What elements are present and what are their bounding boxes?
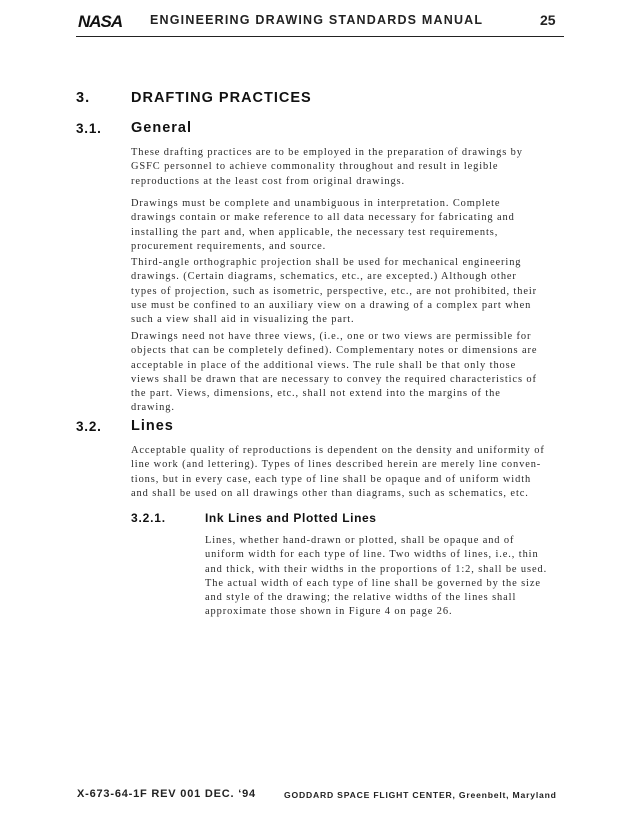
section-3-2-1-title: Ink Lines and Plotted Lines (205, 511, 377, 525)
organization-name: GODDARD SPACE FLIGHT CENTER, Greenbelt, Maryland (284, 790, 557, 800)
section-3-1-number: 3.1. (76, 121, 102, 136)
nasa-logo: NASA (78, 12, 123, 31)
section-3-1-title: General (131, 120, 192, 136)
paragraph-ink-lines: Lines, whether hand-drawn or plotted, shall be opaque and of uniform width for each type of line. Two widths of lines, i.e., thin and thick, with their widths in the proportions of 1:2, shall be used. The actual width of each type of line shall be governed by the size and style of the drawing; the relative widths of the lines shall approximate those shown in Figure 4 on page 26. (205, 535, 548, 618)
page-number: 25 (540, 12, 556, 28)
section-3-number: 3. (76, 90, 91, 106)
document-id: X-673-64-1F REV 001 DEC. ‘94 (77, 788, 256, 800)
paragraph-general-4: Drawings need not have three views, (i.e., one or two views are permissible for objects that can be completely defined). Complementary notes or dimensions are acceptable in place of the additional views. The rule shall be that only those views shall be drawn that are necessary to convey the required characteristics of the part. Views, dimensions, etc., shall not extend into the margins of the drawing. (131, 331, 538, 414)
paragraph-general-1: These drafting practices are to be employed in the preparation of drawings by GSFC personnel to achieve commonality throughout and result in legible reproductions at the least cost from original drawings. (131, 147, 523, 187)
paragraph-general-3: Third-angle orthographic projection shall be used for mechanical engineering drawings. (Certain diagrams, schematics, etc., are excepted.) Although other types of projection, such as isometric, perspective, etc., are not prohibited, their use must be confined to an auxiliary view on a drawing of a complex part when such a view shall aid in visualizing the part. (131, 257, 537, 326)
section-3-title: DRAFTING PRACTICES (131, 90, 312, 106)
section-3-2-1-number: 3.2.1. (131, 511, 166, 525)
manual-title: ENGINEERING DRAWING STANDARDS MANUAL (150, 13, 484, 27)
paragraph-general-2: Drawings must be complete and unambiguous in interpretation. Complete drawings contain or make reference to all data necessary for fabricating and installing the part and, when applicable, the necessary test requirements, procurement requirements, and source. (131, 198, 515, 252)
section-3-2-title: Lines (131, 418, 174, 434)
header-divider (76, 36, 564, 37)
paragraph-lines: Acceptable quality of reproductions is dependent on the density and uniformity of line work (and lettering). Types of lines described herein are merely line conven- tions, but in every case, each type of line shall be opaque and of uniform width and shall be used on all drawings other than diagrams, such as schematics, etc. (131, 445, 545, 499)
section-3-2-number: 3.2. (76, 419, 102, 434)
